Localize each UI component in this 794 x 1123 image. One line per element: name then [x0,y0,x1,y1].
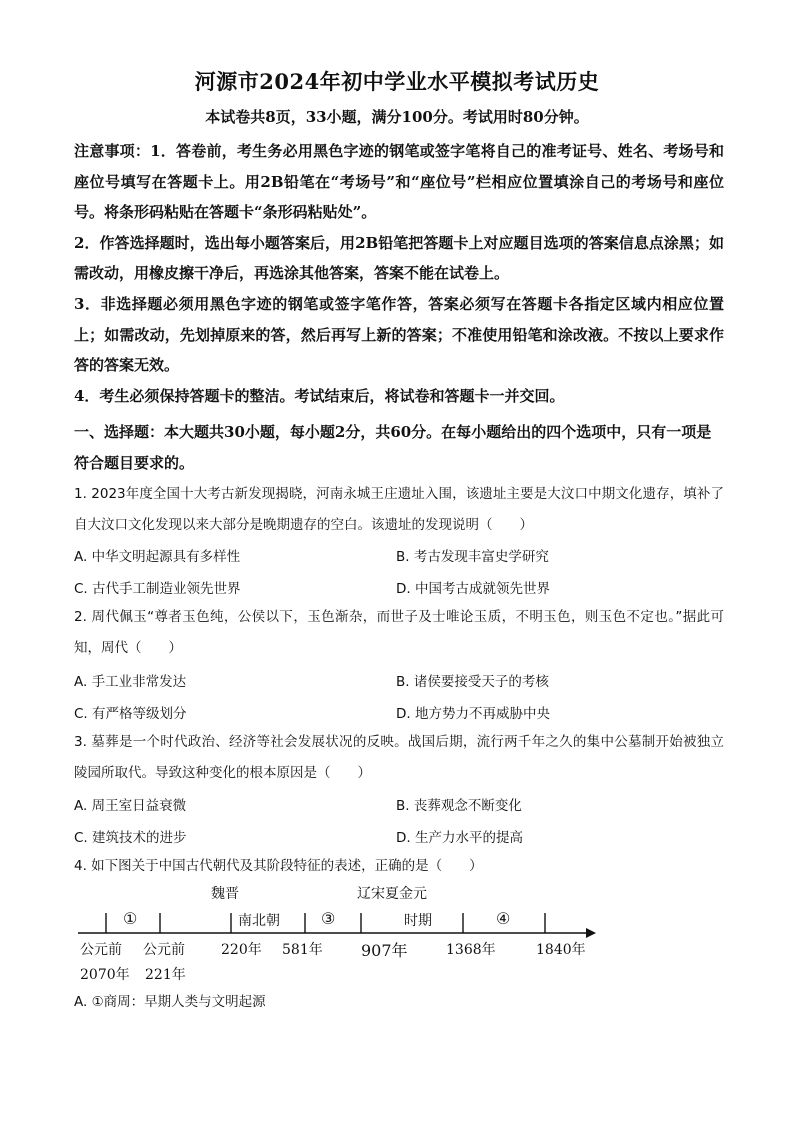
timeline-mark-4: ④ [496,909,511,928]
question-4-option-a: A. ①商周：早期人类与文明起源 [74,994,266,1010]
exam-info: 本试卷共8页，33小题，满分100分。考试用时80分钟。 [205,108,589,126]
timeline-date-6: 1368年 [446,942,496,958]
timeline-date-4: 581年 [282,942,323,958]
timeline-date-1b: 2070年 [80,967,130,983]
timeline-mark-1: ① [123,909,138,928]
timeline-figure [74,880,634,990]
instruction-1: 注意事项：1．答卷前，考生务必用黑色字迹的钢笔或签字笔将自己的准考证号、姓名、考场号和座位号填写在答题卡上。用2B铅笔在“考场号”和“座位号”栏相应位置填涂自己的考场号和座位号。将条形码粘贴在答题卡“条形码粘贴处”。 [74,142,724,222]
timeline-date-7: 1840年 [536,942,586,958]
option-a: A. 中华文明起源具有多样性 [74,549,241,565]
timeline-label-nanbeichao: 南北朝 [238,913,280,929]
option-d: D. 地方势力不再威胁中央 [396,706,550,722]
option-b: B. 诸侯要接受天子的考核 [396,674,549,690]
instruction-3: 3．非选择题必须用黑色字迹的钢笔或签字笔作答，答案必须写在答题卡各指定区域内相应位置上；如需改动，先划掉原来的答，然后再写上新的答案；不准使用铅笔和涂改液。不按以上要求作答的答案无效。 [74,294,724,375]
timeline-date-1a: 公元前 [80,942,122,958]
option-b: B. 丧葬观念不断变化 [396,798,522,814]
timeline-date-2b: 221年 [145,967,186,983]
instruction-2: 2．作答选择题时，选出每小题答案后，用2B铅笔把答题卡上对应题目选项的答案信息点涂黑；如需改动，用橡皮擦干净后，再选涂其他答案，答案不能在试卷上。 [74,233,724,283]
question-4-stem: 4. 如下图关于中国古代朝代及其阶段特征的表述，正确的是（ ） [74,858,483,874]
timeline-date-2a: 公元前 [143,942,185,958]
option-a: A. 周王室日益衰微 [74,798,187,814]
option-d: D. 中国考古成就领先世界 [396,581,550,597]
option-d: D. 生产力水平的提高 [396,830,523,846]
timeline-date-5: 907年 [361,941,408,960]
instructions [74,136,724,411]
timeline-label-shiqi: 时期 [404,913,432,929]
question-1-stem: 1. 2023年度全国十大考古新发现揭晓，河南永城王庄遗址入围，该遗址主要是大汶口中期文化遗存，填补了自大汶口文化发现以来大部分是晚期遗存的空白。该遗址的发现说明（ ） [74,486,724,533]
timeline-label-weijin: 魏晋 [211,886,239,902]
timeline-mark-3: ③ [321,909,336,928]
option-c: C. 有严格等级划分 [74,706,187,722]
section-heading: 一、选择题：本大题共30小题，每小题2分，共60分。在每小题给出的四个选项中，只有一项是符合题目要求的。 [74,423,712,472]
question-3-stem: 3. 墓葬是一个时代政治、经济等社会发展状况的反映。战国后期，流行两千年之久的集中公墓制开始被独立陵园所取代。导致这种变化的根本原因是（ ） [74,734,724,781]
instruction-4: 4．考生必须保持答题卡的整洁。考试结束后，将试卷和答题卡一并交回。 [74,386,565,405]
page-title: 河源市2024年初中学业水平模拟考试历史 [194,69,600,94]
option-a: A. 手工业非常发达 [74,674,187,690]
option-c: C. 建筑技术的进步 [74,830,187,846]
timeline-label-liaosong: 辽宋夏金元 [357,886,427,902]
option-c: C. 古代手工制造业领先世界 [74,581,241,597]
question-2-stem: 2. 周代佩玉“尊者玉色纯，公侯以下，玉色渐杂，而世子及士唯论玉质，不明玉色，则玉色不定也。”据此可知，周代（ ） [74,609,724,656]
option-b: B. 考古发现丰富史学研究 [396,549,549,565]
timeline-date-3: 220年 [221,942,262,958]
